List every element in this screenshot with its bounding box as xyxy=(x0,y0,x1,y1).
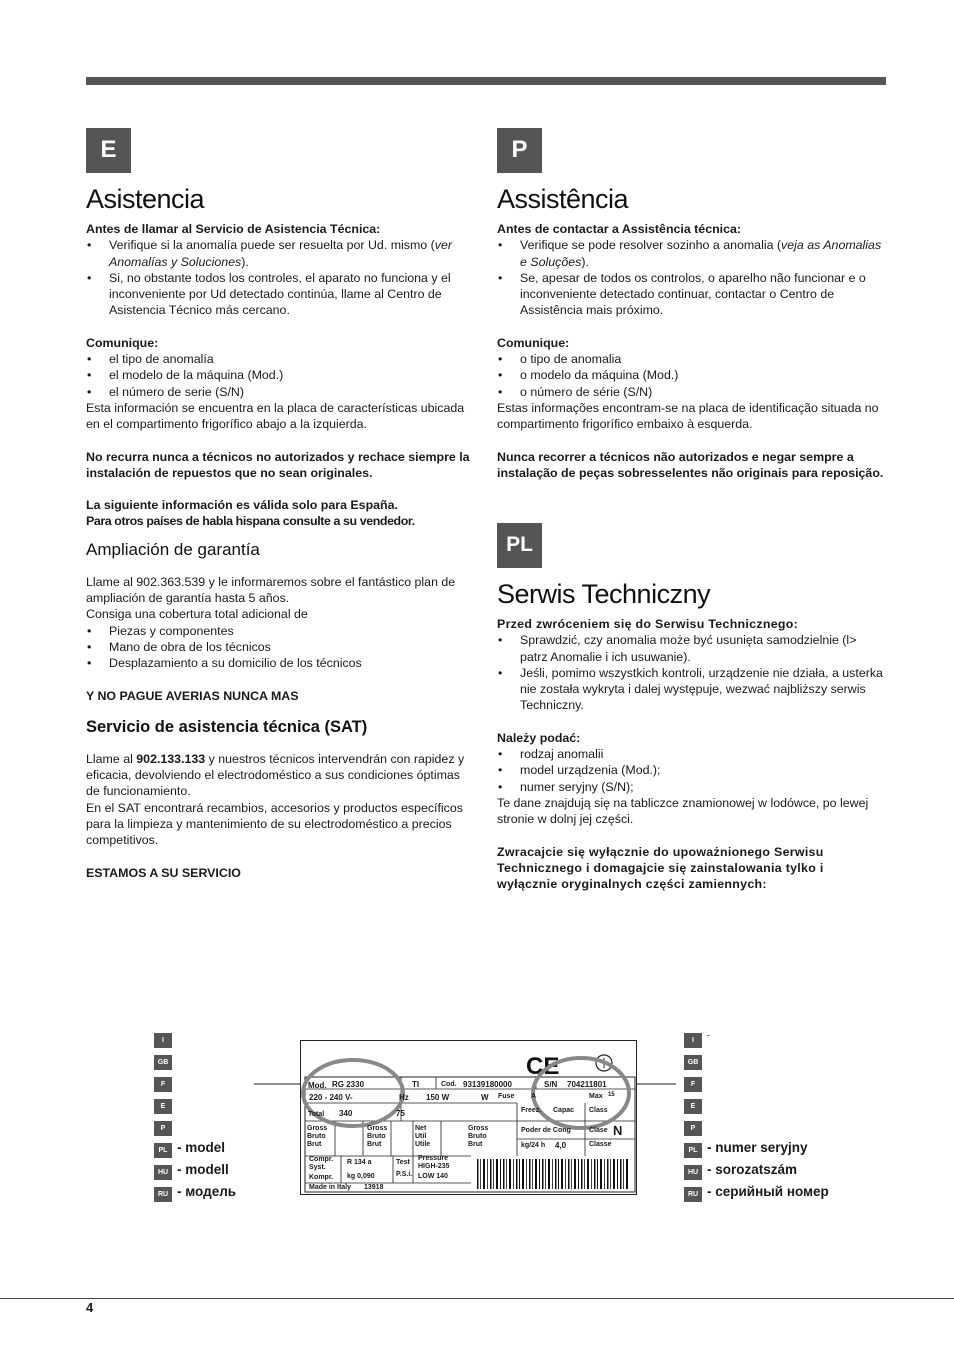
poder-label: Poder de Cong xyxy=(521,1127,571,1134)
fuse-label: Fuse xyxy=(498,1093,515,1100)
ti-label: TI xyxy=(412,1080,420,1089)
title-assistencia: Assistência xyxy=(497,184,629,214)
sat-text: Llame al 902.133.133 y nuestros técnicos intervendrán con rapidez y eficacia, devolviendo el electrodoméstico a sus condiciones óptimas de funcionamiento. xyxy=(86,751,465,799)
list-item: • model urządzenia (Mod.); xyxy=(497,762,887,778)
list-item: • Verifique si la anomalía puede ser resuelta por Ud. mismo (ver Anomalías y Soluciones). xyxy=(86,237,476,270)
bottom-rule xyxy=(0,1298,954,1299)
lang-tag-hu: HU xyxy=(684,1165,702,1180)
made-in-value: 13918 xyxy=(364,1184,384,1191)
sat-heading: Servicio de asistencia técnica (SAT) xyxy=(86,717,368,736)
no-pague-text: Y NO PAGUE AVERIAS NUNCA MAS xyxy=(86,688,299,703)
before-heading: Antes de contactar a Assistência técnica: xyxy=(497,222,742,236)
compr-label: Compr. Syst. xyxy=(309,1156,334,1171)
lang-tag-f: F xyxy=(684,1077,702,1092)
check-list xyxy=(497,632,887,713)
section-spanish xyxy=(86,128,476,881)
svg-text:CE: CE xyxy=(526,1053,560,1080)
title-asistencia: Asistencia xyxy=(86,184,205,214)
warning-text: No recurra nunca a técnicos no autorizados y rechace siempre la instalación de repuestos que no sean originales. xyxy=(86,449,470,480)
lang-tag-pl: PL xyxy=(154,1143,172,1158)
sat-text-2: En el SAT encontrará recambios, accesorios y productos específicos para la limpieza y mantenimiento de su electrodoméstico a precios competitivos. xyxy=(86,800,463,848)
a-label: A xyxy=(531,1093,537,1100)
list-item: • o número de série (S/N) xyxy=(497,384,887,400)
section-portuguese xyxy=(497,128,887,481)
info-text: Esta información se encuentra en la placa de características ubicada en el compartimento frigorífico abajo a la izquierda. xyxy=(86,400,465,432)
mod-label: Mod. xyxy=(308,1081,327,1090)
capac-label: Capac xyxy=(553,1107,575,1114)
pressure-label: Pressure HIGH-235 xyxy=(418,1155,450,1170)
check-list xyxy=(86,237,476,318)
before-heading: Antes de llamar al Servicio de Asistencia Técnica: xyxy=(86,222,381,236)
w-label: W xyxy=(481,1093,489,1102)
lang-tag-i: I xyxy=(154,1033,172,1048)
psi-label: P.S.i. xyxy=(396,1171,413,1178)
cod-label: Cod. xyxy=(441,1081,457,1088)
comunique-list xyxy=(497,351,887,400)
ampliacion-text: Llame al 902.363.539 y le informaremos sobre el fantástico plan de ampliación de garantía hasta 5 años. xyxy=(86,574,456,606)
ampliacion-list xyxy=(86,623,476,672)
mod-value: RG 2330 xyxy=(332,1080,365,1089)
ampliacion-heading: Ampliación de garantía xyxy=(86,539,260,559)
list-item: • Mano de obra de los técnicos xyxy=(86,639,476,655)
low-label: LOW 140 xyxy=(418,1173,448,1180)
section-polish xyxy=(497,523,887,892)
lang-tag-e: E xyxy=(154,1099,172,1114)
label-model-hu: - modell xyxy=(177,1162,229,1177)
gross-label-3: Gross Bruto Brut xyxy=(468,1125,489,1148)
list-item: • Desplazamiento a su domicilio de los técnicos xyxy=(86,655,476,671)
list-item: • el modelo de la máquina (Mod.) xyxy=(86,367,476,383)
list-item: • Verifique se pode resolver sozinho a anomalia (veja as Anomalias e Soluções). xyxy=(497,237,887,270)
list-item: • o modelo da máquina (Mod.) xyxy=(497,367,887,383)
lang-tag-hu: HU xyxy=(154,1165,172,1180)
list-item: • Piezas y componentes xyxy=(86,623,476,639)
lang-tag-p: P xyxy=(154,1121,172,1136)
language-badge-pl: PL xyxy=(497,523,542,568)
total-value: 340 xyxy=(339,1109,353,1118)
lang-tag-f: F xyxy=(154,1077,172,1092)
top-rule xyxy=(86,77,886,85)
made-in-label: Made in Italy xyxy=(309,1184,352,1191)
sn-label: S/N xyxy=(544,1080,558,1089)
lang-tag-gb: GB xyxy=(684,1055,702,1070)
lang-tag-e: E xyxy=(684,1099,702,1114)
rating-plate xyxy=(300,1040,637,1195)
warning-text: Nunca recorrer a técnicos não autorizados e negar sempre a instalação de peças sobresselentes não originais para reposição. xyxy=(497,449,884,480)
nalezy-heading: Należy podać: xyxy=(497,730,581,745)
clase-label: Clase xyxy=(589,1127,608,1134)
sn-value: 704211801 xyxy=(567,1080,607,1089)
list-item: • Se, apesar de todos os controlos, o aparelho não funcionar e o inconveniente detectado continuar, contactar o Centro de Assistência mais próximo. xyxy=(497,270,887,319)
classe-label: Classe xyxy=(589,1141,612,1148)
clase-value: N xyxy=(613,1123,623,1138)
estamos-text: ESTAMOS A SU SERVICIO xyxy=(86,865,241,880)
page-number: 4 xyxy=(86,1300,94,1315)
list-item: • el número de serie (S/N) xyxy=(86,384,476,400)
dash-label: - xyxy=(707,1030,710,1040)
kg-label: kg 0,090 xyxy=(347,1173,375,1180)
label-model-pl: - model xyxy=(177,1140,226,1155)
list-item: • o tipo de anomalia xyxy=(497,351,887,367)
nalezy-list xyxy=(497,746,887,795)
list-item: • el tipo de anomalía xyxy=(86,351,476,367)
lang-tag-ru: RU xyxy=(684,1187,702,1202)
kg24-label: kg/24 h xyxy=(521,1142,546,1149)
label-model-ru: - модель xyxy=(177,1184,237,1199)
label-serial-hu: - sorozatszám xyxy=(707,1162,798,1177)
check-list xyxy=(497,237,887,318)
label-serial-pl: - numer seryjny xyxy=(707,1140,808,1155)
spain-note-2: Para otros países de habla hispana consulte a su vendedor. xyxy=(86,514,415,529)
spain-note: La siguiente información es válida solo para España. xyxy=(86,498,398,513)
total-label: Total xyxy=(308,1111,325,1118)
ampliacion-cover: Consiga una cobertura total adicional de xyxy=(86,607,308,622)
freez-label: Freez. xyxy=(521,1107,542,1114)
lang-tag-i: I xyxy=(684,1033,702,1048)
max-value: 15 xyxy=(608,1092,615,1098)
w150-label: 150 W xyxy=(426,1093,450,1102)
gross-label-1: Gross Bruto Brut xyxy=(307,1125,328,1148)
net-label: Net Util Utile xyxy=(415,1125,431,1148)
info-text: Estas informações encontram-se na placa de identificação situada no compartimento frigorífico embaixo à esquerda. xyxy=(497,400,879,432)
lang-tag-pl: PL xyxy=(684,1143,702,1158)
v75-value: 75 xyxy=(396,1109,405,1118)
list-item: • numer seryjny (S/N); xyxy=(497,779,887,795)
list-item: • Sprawdzić, czy anomalia może być usunięta samodzielnie (l> patrz Anomalie i ich usuwanie). xyxy=(497,632,887,665)
lang-tag-gb: GB xyxy=(154,1055,172,1070)
comunique-heading: Comunique: xyxy=(497,335,570,350)
label-serial-ru: - серийный номер xyxy=(707,1184,829,1199)
hz-label: Hz xyxy=(399,1093,409,1102)
comunique-list xyxy=(86,351,476,400)
language-badge-e: E xyxy=(86,128,131,173)
cod-value: 93139180000 xyxy=(463,1080,512,1089)
list-item: • rodzaj anomalii xyxy=(497,746,887,762)
lang-tag-p: P xyxy=(684,1121,702,1136)
max-label: Max xyxy=(589,1093,603,1100)
lang-tag-ru: RU xyxy=(154,1187,172,1202)
language-badge-p: P xyxy=(497,128,542,173)
voltage: 220 - 240 V- xyxy=(309,1093,353,1102)
gross-label-2: Gross Bruto Brut xyxy=(367,1125,388,1148)
list-item: • Jeśli, pomimo wszystkich kontroli, urządzenie nie działa, a usterka nie została wykryta i dalej występuje, wezwać najbliższy serwis Techniczny. xyxy=(497,665,887,714)
r134-label: R 134 a xyxy=(347,1159,372,1166)
info-text: Te dane znajdują się na tabliczce znamionowej w lodówce, po lewej stronie w dolnj jej części. xyxy=(497,795,869,827)
rating-plate-figure xyxy=(0,1020,954,1210)
class-label: Class xyxy=(589,1107,608,1114)
list-item: • Si, no obstante todos los controles, el aparato no funciona y el inconveniente por Ud detectado continúa, llame al Centro de Asistencia Técnico más cercano. xyxy=(86,270,476,319)
kompr-label: Kompr. xyxy=(309,1174,334,1181)
kg24-value: 4,0 xyxy=(555,1141,567,1150)
warning-text: Zwracajcie się wyłącznie do upoważnionego Serwisu Technicznego i domagajcie się zainstalowania tylko i wyłącznie oryginalnych części zamiennych: xyxy=(497,844,824,892)
before-heading: Przed zwróceniem się do Serwisu Technicznego: xyxy=(497,617,799,631)
comunique-heading: Comunique: xyxy=(86,335,159,350)
title-serwis: Serwis Techniczny xyxy=(497,579,711,609)
test-label: Test xyxy=(396,1159,410,1166)
